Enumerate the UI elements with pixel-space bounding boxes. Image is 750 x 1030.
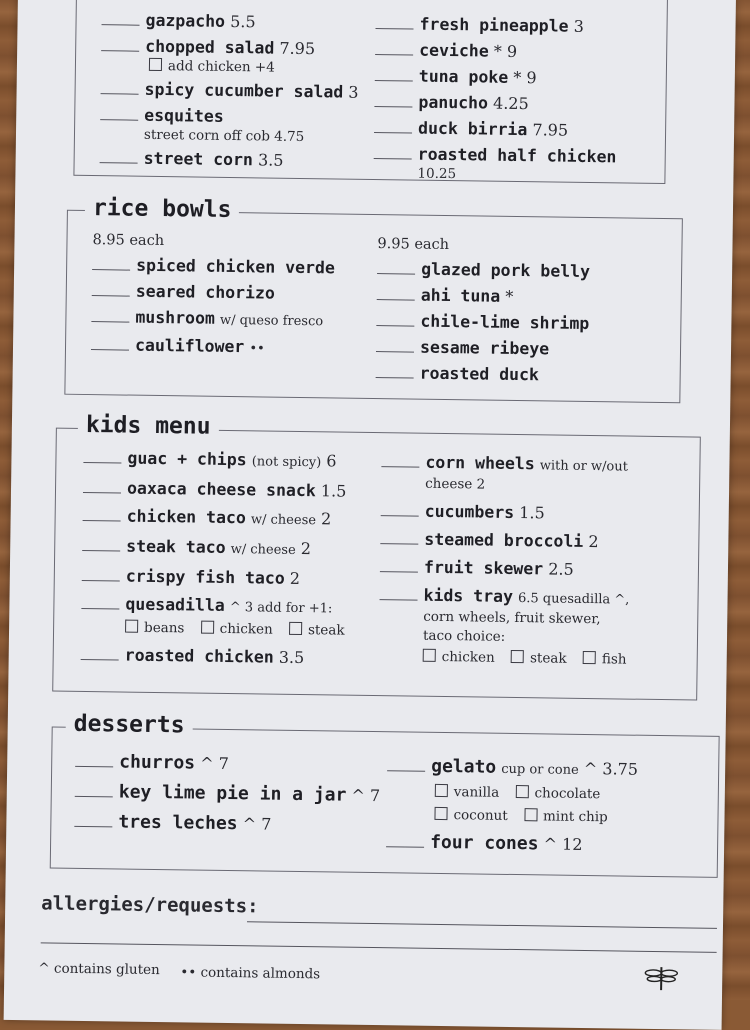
- item-name: ahi tuna: [421, 286, 501, 306]
- item-name: steak taco: [126, 537, 226, 557]
- almond-text: contains almonds: [200, 965, 320, 983]
- allergies-label: allergies/requests:: [41, 892, 259, 917]
- item-name: cucumbers: [425, 502, 515, 522]
- item-note: cup or cone: [501, 762, 579, 778]
- menu-item[interactable]: [83, 479, 359, 501]
- menu-item[interactable]: [82, 567, 358, 589]
- item-name: guac + chips: [127, 449, 246, 470]
- item-name: duck birria: [418, 119, 528, 140]
- item-price: 3.5: [258, 150, 284, 169]
- option-label: add chicken +4: [168, 58, 275, 75]
- option-row: [387, 783, 638, 804]
- menu-item[interactable]: [387, 757, 638, 780]
- option[interactable]: [524, 808, 608, 825]
- item-price: 2: [321, 509, 331, 528]
- menu-item[interactable]: [83, 449, 359, 473]
- raw-marker: *: [505, 287, 513, 306]
- item-name: tuna poke: [419, 67, 509, 87]
- section-title-desserts: desserts: [66, 711, 193, 739]
- item-name: panucho: [418, 93, 488, 113]
- item-price: * 9: [513, 68, 537, 87]
- item-description: corn wheels, fruit skewer,: [379, 608, 639, 629]
- menu-item[interactable]: [81, 595, 357, 619]
- item-note: (not spicy): [252, 454, 322, 470]
- rice-bowls-right-column: [375, 236, 590, 393]
- menu-item[interactable]: [101, 37, 359, 59]
- checkbox[interactable]: [524, 808, 537, 821]
- option-label: coconut: [453, 807, 507, 824]
- item-name: ceviche: [419, 41, 489, 61]
- option-label: vanilla: [454, 784, 500, 801]
- item-price: 3: [348, 83, 358, 102]
- item-name: glazed pork belly: [421, 260, 590, 281]
- item-price: 5.5: [230, 12, 256, 31]
- kids-left-column: [80, 449, 359, 676]
- top-right-column: [373, 15, 618, 185]
- item-name: street corn: [144, 149, 254, 170]
- item-name: quesadilla: [125, 595, 225, 615]
- desserts-left-column: [74, 753, 381, 843]
- menu-item[interactable]: [91, 336, 334, 359]
- option[interactable]: [435, 784, 500, 801]
- option-row: [101, 57, 359, 78]
- item-name: fresh pineapple: [419, 15, 568, 36]
- option[interactable]: [201, 621, 273, 638]
- menu-item[interactable]: [100, 80, 358, 102]
- menu-item[interactable]: [374, 119, 617, 140]
- item-price: * 9: [494, 42, 518, 61]
- almond-marker: ••: [249, 341, 265, 356]
- menu-item[interactable]: [376, 338, 589, 359]
- menu-item[interactable]: [381, 502, 641, 524]
- option[interactable]: [515, 785, 600, 802]
- item-price: ^ 7: [351, 786, 380, 805]
- item-name: kids tray: [423, 586, 513, 606]
- option[interactable]: [125, 620, 185, 637]
- gluten-symbol: ^: [38, 960, 50, 976]
- menu-item[interactable]: [374, 93, 617, 114]
- menu-item[interactable]: [375, 15, 618, 36]
- item-note: with or w/out: [540, 458, 628, 474]
- legend-gluten: [38, 960, 160, 978]
- checkbox[interactable]: [125, 620, 138, 633]
- option[interactable]: [434, 807, 507, 824]
- item-price: 2.5: [548, 559, 574, 578]
- checkbox[interactable]: [583, 651, 596, 664]
- item-price: 7.95: [279, 39, 315, 58]
- item-note: 6.5 quesadilla ^,: [518, 591, 630, 608]
- menu-item[interactable]: [101, 11, 359, 33]
- option-label: steak: [308, 622, 345, 639]
- section-title-rice-bowls: rice bowls: [85, 195, 240, 223]
- menu-item[interactable]: [92, 282, 335, 303]
- item-price: 1.5: [519, 503, 545, 522]
- option-label: steak: [530, 650, 567, 667]
- menu-item[interactable]: [82, 537, 358, 561]
- checkbox[interactable]: [149, 58, 162, 71]
- menu-item[interactable]: [379, 586, 639, 610]
- item-name: cauliflower: [135, 336, 245, 357]
- item-name: spiced chicken verde: [136, 256, 335, 278]
- option[interactable]: [511, 650, 567, 667]
- item-price: 2: [301, 539, 311, 558]
- checkbox[interactable]: [515, 785, 528, 798]
- item-price: 6: [326, 451, 336, 470]
- item-name: key lime pie in a jar: [119, 781, 347, 805]
- item-name: chicken taco: [127, 507, 246, 528]
- gluten-text: contains gluten: [54, 961, 160, 978]
- item-price: ^ 7: [243, 814, 272, 833]
- item-description: cheese 2: [381, 475, 641, 496]
- menu-item[interactable]: [75, 753, 381, 775]
- item-price: 1.5: [321, 481, 347, 500]
- option-label: mint chip: [543, 808, 608, 825]
- kids-right-column: [379, 453, 642, 669]
- item-name: esquites: [144, 106, 224, 126]
- desserts-right-column: [386, 757, 638, 862]
- item-name: oaxaca cheese snack: [127, 479, 316, 501]
- item-name: gelato: [431, 756, 496, 778]
- top-left-column: [99, 11, 359, 179]
- item-name: tres leches: [118, 811, 238, 834]
- menu-item[interactable]: [100, 106, 358, 128]
- option[interactable]: [583, 651, 627, 668]
- checkbox[interactable]: [511, 650, 524, 663]
- menu-item[interactable]: [75, 783, 381, 805]
- checkbox[interactable]: [435, 784, 448, 797]
- menu-item[interactable]: [92, 256, 335, 277]
- item-name: mushroom: [135, 308, 215, 328]
- menu-item[interactable]: [376, 312, 589, 333]
- option[interactable]: [423, 649, 495, 666]
- menu-item[interactable]: [377, 286, 590, 307]
- menu-item[interactable]: [91, 308, 334, 331]
- item-name: corn wheels: [425, 453, 535, 474]
- item-name: roasted duck: [420, 364, 539, 385]
- item-name: gazpacho: [145, 11, 225, 31]
- section-title-kids-menu: kids menu: [78, 412, 219, 440]
- menu-item[interactable]: [100, 149, 358, 171]
- item-name: spicy cucumber salad: [144, 80, 343, 102]
- menu-item[interactable]: [381, 453, 641, 477]
- item-name: churros: [119, 751, 195, 773]
- option-label: chicken: [442, 649, 495, 666]
- menu-item[interactable]: [380, 530, 640, 552]
- item-price: 3.5: [279, 648, 305, 667]
- item-name: sesame ribeye: [420, 338, 549, 359]
- item-price: ^ 12: [543, 834, 582, 854]
- menu-item[interactable]: [386, 833, 637, 855]
- option-label: chicken: [220, 621, 273, 638]
- item-description: taco choice:: [379, 627, 639, 648]
- item-price: 3: [574, 17, 584, 36]
- checkbox[interactable]: [423, 649, 436, 662]
- item-name: chopped salad: [145, 37, 274, 58]
- option-label: chocolate: [534, 785, 600, 802]
- item-note: ^ 3 add for +1:: [230, 600, 333, 616]
- item-name: seared chorizo: [136, 282, 275, 303]
- almond-symbol: ••: [180, 964, 196, 980]
- dragonfly-logo-icon: [644, 965, 678, 991]
- menu-item[interactable]: [374, 145, 617, 166]
- price-each: 8.95 each: [92, 232, 335, 251]
- option-label: beans: [144, 620, 185, 637]
- item-name: chile-lime shrimp: [420, 312, 589, 333]
- menu-item[interactable]: [377, 260, 590, 281]
- legend-almonds: [180, 964, 320, 982]
- menu-sheet: [4, 0, 736, 1030]
- item-name: crispy fish taco: [126, 567, 285, 588]
- menu-item[interactable]: [83, 507, 359, 531]
- checkbox[interactable]: [289, 622, 302, 635]
- item-name: four cones: [430, 832, 539, 855]
- item-note: w/ queso fresco: [220, 313, 323, 329]
- item-price: 2: [290, 569, 300, 588]
- option-row: [379, 648, 639, 669]
- option-label: fish: [602, 651, 627, 667]
- item-description: street corn off cob 4.75: [100, 126, 358, 147]
- option-row: [386, 806, 637, 827]
- menu-item[interactable]: [81, 646, 357, 668]
- item-note: w/ cheese: [231, 542, 296, 558]
- menu-item[interactable]: [375, 41, 618, 62]
- menu-item[interactable]: [380, 558, 640, 580]
- item-price: ^ 7: [200, 754, 229, 773]
- item-name: steamed broccoli: [424, 530, 583, 551]
- menu-item[interactable]: [375, 67, 618, 88]
- price-each: 9.95 each: [377, 236, 590, 255]
- item-price: ^ 3.75: [584, 759, 638, 779]
- item-price: 2: [588, 532, 598, 551]
- item-note: w/ cheese: [251, 512, 316, 528]
- menu-item[interactable]: [376, 364, 589, 385]
- option[interactable]: [289, 622, 345, 639]
- checkbox[interactable]: [201, 621, 214, 634]
- item-description: 10.25: [373, 165, 616, 185]
- checkbox[interactable]: [434, 807, 447, 820]
- allergies-input-line[interactable]: [247, 921, 717, 929]
- item-name: roasted half chicken: [418, 145, 617, 167]
- option-row: [81, 619, 357, 640]
- item-name: fruit skewer: [424, 558, 543, 579]
- rice-bowls-left-column: [91, 232, 336, 367]
- allergies-input-line-2[interactable]: [41, 942, 717, 952]
- item-price: 4.25: [493, 94, 529, 113]
- menu-item[interactable]: [74, 813, 380, 835]
- item-name: roasted chicken: [125, 646, 274, 667]
- item-price: 7.95: [532, 120, 568, 139]
